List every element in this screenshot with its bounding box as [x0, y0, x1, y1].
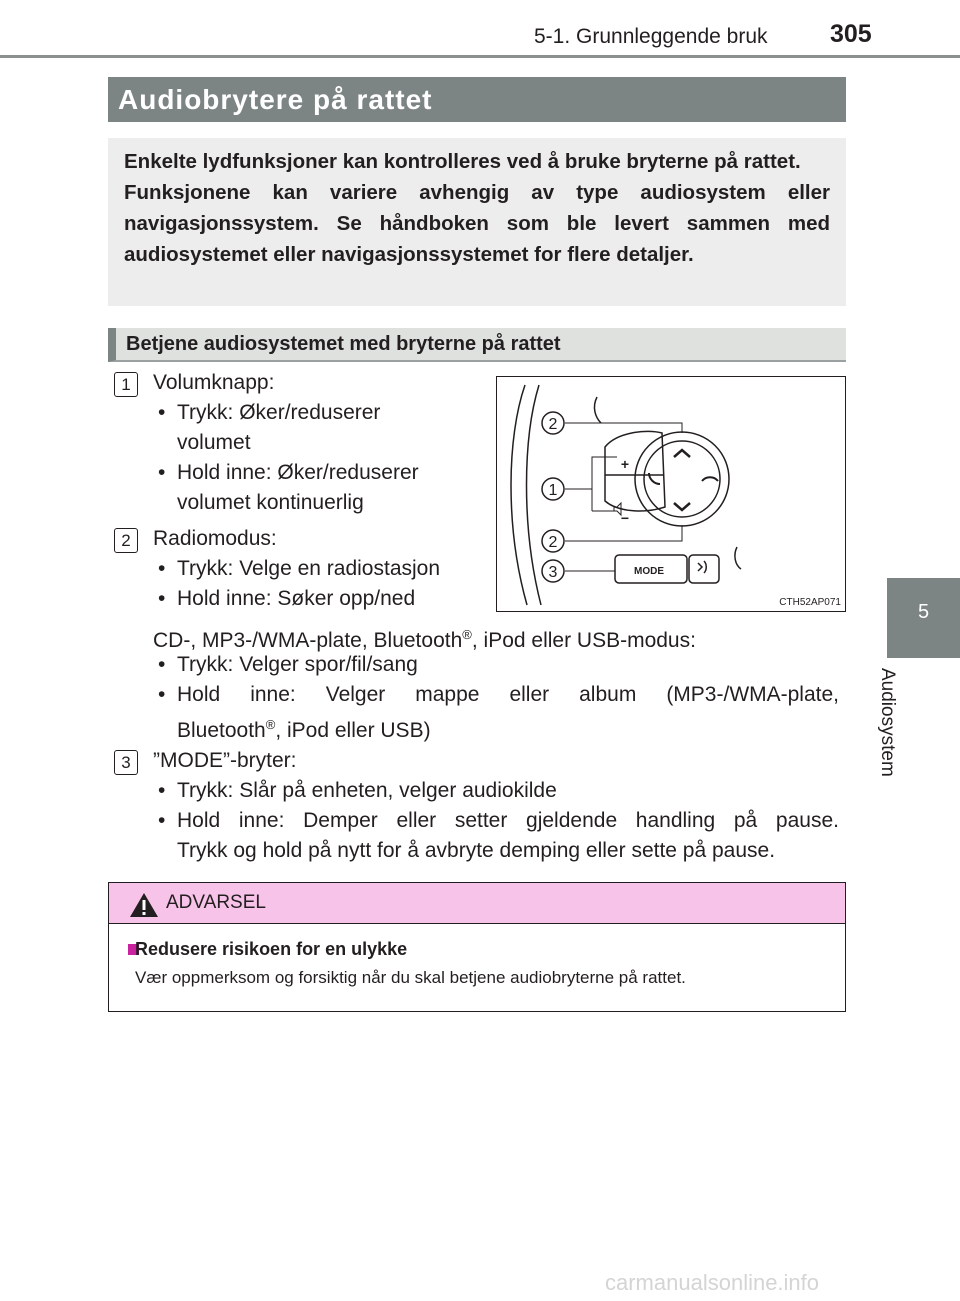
- word: Hold: [177, 683, 221, 706]
- bullet-symbol: •: [158, 653, 166, 676]
- intro-paragraph-1: Enkelte lydfunksjoner kan kontrolleres ved å bruke bryterne på rattet.: [124, 150, 801, 173]
- callout-label: 3: [548, 564, 558, 581]
- intro-paragraph-2: Funksjonene kan variere avhengig av type audiosystem eller navigasjonssystem. Se håndboken som ble levert sammen med audiosystemet eller navigasjonssystemet for flere detaljer.: [124, 181, 830, 266]
- bullet-symbol: •: [158, 779, 166, 802]
- page-title-bar: [108, 77, 846, 122]
- word: gjeldende: [526, 809, 618, 832]
- leader-line-2-top: [565, 423, 682, 433]
- section-title: 5-1. Grunnleggende bruk: [534, 25, 768, 48]
- word: mappe: [415, 683, 480, 706]
- leader-line-1: [565, 457, 617, 489]
- bullet-symbol: •: [158, 809, 166, 832]
- callout-label: 2: [548, 534, 558, 551]
- word: eller: [396, 809, 437, 832]
- intro-box: [108, 138, 846, 306]
- word: på: [733, 809, 758, 832]
- bullet-text-pre: Bluetooth: [177, 719, 266, 742]
- chevron-down-icon: [674, 503, 690, 510]
- word: setter: [454, 809, 508, 832]
- plus-sign: +: [620, 456, 630, 472]
- subheading: Betjene audiosystemet med bryterne på rattet: [108, 328, 846, 362]
- warning-triangle-icon: [129, 892, 159, 918]
- bullet-text: Trykk: Velger spor/fil/sang: [177, 653, 418, 676]
- word: inne:: [250, 683, 296, 706]
- leader-line-2-bottom: [565, 525, 682, 541]
- header-rule: [0, 55, 960, 58]
- figure-caption: CTH52AP071: [779, 597, 841, 608]
- wheel-trim-top: [594, 397, 601, 423]
- item-label-volume: Volumknapp:: [153, 371, 275, 394]
- callout-label: 1: [548, 482, 558, 499]
- page-number: 305: [830, 20, 872, 48]
- bullet-symbol: •: [158, 683, 166, 706]
- item-badge-1: 1: [114, 372, 138, 397]
- item-label-radio: Radiomodus:: [153, 527, 277, 550]
- item-badge-2: 2: [114, 528, 138, 553]
- control-pad-inner: [644, 441, 720, 517]
- voice-icon: [698, 561, 706, 573]
- warning-box: [108, 882, 846, 1012]
- bullet-justified-line: [177, 680, 839, 710]
- mode-subheading-post: , iPod eller USB-modus:: [471, 629, 696, 652]
- mode-subheading-pre: CD-, MP3-/WMA-plate, Bluetooth: [153, 629, 463, 652]
- word: (MP3-/WMA-plate,: [666, 683, 839, 706]
- chapter-label-text: Audiosystem: [877, 668, 898, 777]
- callout-label: 2: [548, 416, 558, 433]
- registered-mark: ®: [265, 717, 276, 732]
- bullet-text: Trykk: Velge en radiostasjon: [177, 557, 441, 580]
- bullet-symbol: •: [158, 587, 166, 610]
- chapter-label: [877, 668, 936, 793]
- chapter-number: 5: [917, 601, 930, 623]
- wheel-rim-outer: [511, 385, 527, 605]
- word: eller: [509, 683, 550, 706]
- steering-switch-figure: [496, 376, 846, 612]
- bullet-text: volumet kontinuerlig: [177, 491, 364, 514]
- warning-text: Vær oppmerksom og forsiktig når du skal betjene audiobryterne på rattet.: [135, 968, 686, 987]
- item-badge-3: 3: [114, 750, 138, 775]
- bullet-text: Trykk: Øker/reduserer: [177, 401, 381, 424]
- chevron-up-icon: [674, 450, 690, 457]
- mode-button-label: MODE: [634, 566, 664, 577]
- bullet-symbol: •: [158, 557, 166, 580]
- bullet-text-post: , iPod eller USB): [275, 719, 431, 742]
- bullet-text: Trykk og hold på nytt for å avbryte demping eller sette på pause.: [177, 839, 776, 862]
- bullet-symbol: •: [158, 461, 166, 484]
- voice-button: [689, 555, 719, 583]
- minus-sign: −: [620, 510, 630, 526]
- warning-header: [109, 883, 845, 924]
- word: Hold: [177, 809, 221, 832]
- steering-switch-illustration: [497, 377, 845, 611]
- word: inne:: [238, 809, 285, 832]
- bullet-symbol: •: [158, 401, 166, 424]
- bullet-text: Hold inne: Søker opp/ned: [177, 587, 416, 610]
- wheel-trim-right: [735, 547, 741, 569]
- warning-subtitle: Redusere risikoen for en ulykke: [135, 939, 408, 959]
- phone-hangup-icon: [702, 477, 718, 481]
- word: album: [579, 683, 637, 706]
- bullet-text: Trykk: Slår på enheten, velger audiokilde: [177, 779, 557, 802]
- wheel-rim-inner: [527, 385, 542, 605]
- bullet-justified-line: [177, 806, 839, 836]
- item-label-mode: ”MODE”-bryter:: [153, 749, 297, 772]
- warning-title: ADVARSEL: [166, 892, 266, 913]
- watermark: carmanualsonline.info: [605, 1270, 820, 1295]
- word: Demper: [303, 809, 378, 832]
- bullet-text: Hold inne: Øker/reduserer: [177, 461, 419, 484]
- word: Velger: [325, 683, 386, 706]
- page-title: Audiobrytere på rattet: [118, 84, 433, 115]
- word: pause.: [775, 809, 839, 832]
- bullet-text: volumet: [177, 431, 251, 454]
- bullet-text: [177, 710, 431, 746]
- registered-mark: ®: [462, 627, 472, 642]
- word: handling: [635, 809, 716, 832]
- chapter-tab: [887, 578, 960, 658]
